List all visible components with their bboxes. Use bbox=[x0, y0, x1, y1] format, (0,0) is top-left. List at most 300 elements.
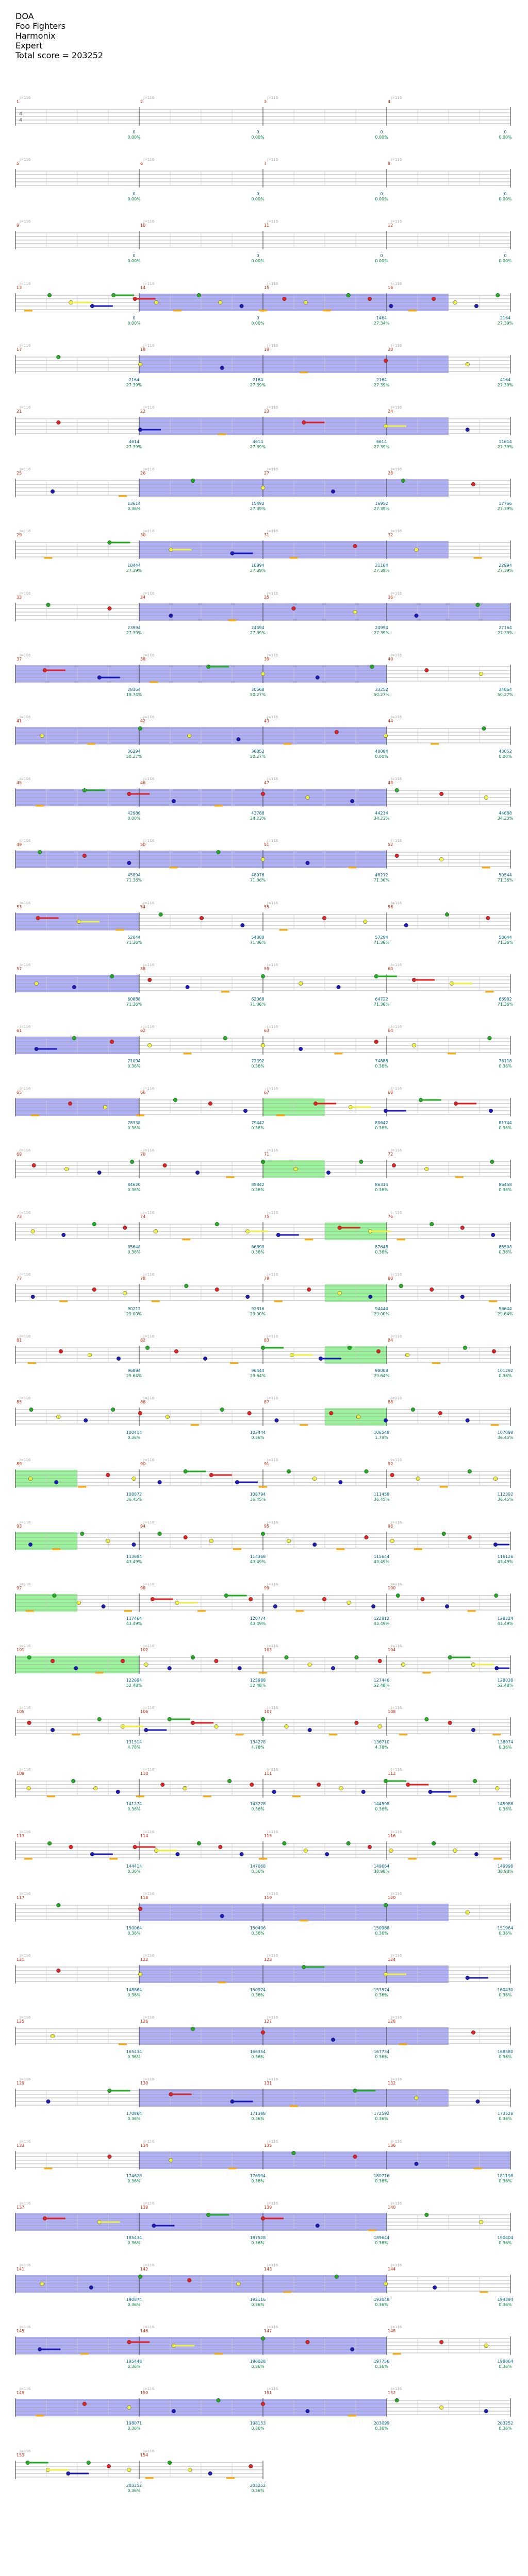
measure-percent: 34.23% bbox=[497, 816, 514, 821]
note bbox=[306, 795, 310, 800]
tempo-label: J=116 bbox=[20, 529, 31, 533]
tempo-label: J=116 bbox=[267, 2201, 278, 2206]
tempo-label: J=116 bbox=[267, 158, 278, 162]
measure-score: 153574 bbox=[373, 1988, 390, 1992]
note bbox=[496, 293, 500, 297]
measure-percent: 43.49% bbox=[250, 1560, 266, 1564]
measure-percent: 0.36% bbox=[127, 1126, 141, 1130]
note bbox=[169, 614, 173, 618]
measure-score: 138974 bbox=[497, 1740, 514, 1744]
note bbox=[187, 2278, 191, 2282]
measure-percent: 52.48% bbox=[497, 1683, 514, 1688]
note bbox=[448, 1721, 452, 1725]
note bbox=[172, 799, 176, 803]
measure-number: 143 bbox=[264, 2267, 272, 2272]
note bbox=[331, 2038, 335, 2042]
measure-number: 28 bbox=[388, 471, 393, 476]
measure-score: 0 bbox=[133, 192, 136, 196]
note bbox=[107, 2464, 111, 2468]
tempo-label: J=116 bbox=[20, 2077, 31, 2081]
note bbox=[186, 985, 190, 989]
note bbox=[416, 1477, 420, 1481]
note bbox=[51, 489, 55, 494]
note bbox=[173, 1098, 177, 1102]
measure-score: 125988 bbox=[250, 1678, 266, 1683]
measure-number: 89 bbox=[16, 1462, 22, 1466]
measure-percent: 0.36% bbox=[251, 1435, 265, 1440]
note bbox=[172, 2409, 176, 2413]
note bbox=[401, 479, 405, 483]
measure-score: 0 bbox=[504, 253, 507, 258]
measure-percent: 27.39% bbox=[126, 631, 142, 635]
measure-score: 38852 bbox=[251, 749, 265, 754]
measure-score: 149664 bbox=[373, 1864, 390, 1869]
measure-score: 98008 bbox=[375, 1368, 388, 1373]
note bbox=[384, 2282, 388, 2286]
measure-number: 16 bbox=[388, 285, 393, 290]
measure-number: 113 bbox=[16, 1834, 25, 1838]
measure-number: 101 bbox=[16, 1648, 25, 1652]
measure-number: 134 bbox=[140, 2143, 148, 2148]
note bbox=[87, 2461, 91, 2465]
note bbox=[220, 1408, 224, 1412]
measure-number: 61 bbox=[16, 1028, 22, 1033]
measure-percent: 27.39% bbox=[373, 383, 390, 387]
tempo-label: J=116 bbox=[20, 2140, 31, 2144]
measure-percent: 0.36% bbox=[499, 1250, 512, 1255]
measure-percent: 0.36% bbox=[251, 1931, 265, 1936]
time-signature-top: 4 bbox=[19, 111, 23, 117]
measure-score: 101292 bbox=[497, 1368, 514, 1373]
measure-percent: 1.79% bbox=[375, 1435, 388, 1440]
note bbox=[412, 1043, 416, 1047]
measure-score: 172592 bbox=[373, 2111, 390, 2116]
measure-number: 75 bbox=[264, 1214, 270, 1219]
measure-score: 113694 bbox=[126, 1554, 142, 1559]
note bbox=[285, 1724, 289, 1728]
measure-percent: 38.98% bbox=[373, 1869, 390, 1874]
note bbox=[335, 730, 339, 734]
measure-number: 53 bbox=[16, 905, 22, 909]
tempo-label: J=116 bbox=[391, 219, 402, 224]
note bbox=[453, 300, 457, 304]
note bbox=[411, 1408, 415, 1412]
measure-percent: 36.45% bbox=[250, 1497, 266, 1502]
measure-score: 22994 bbox=[499, 563, 512, 568]
measure-number: 154 bbox=[140, 2453, 148, 2458]
tempo-label: J=116 bbox=[391, 1830, 402, 1834]
song-charter: Harmonix bbox=[15, 31, 56, 41]
measure-number: 59 bbox=[264, 967, 270, 971]
tempo-label: J=116 bbox=[20, 777, 31, 781]
measure-score: 198064 bbox=[497, 2359, 514, 2364]
note bbox=[370, 665, 374, 669]
tempo-label: J=116 bbox=[267, 777, 278, 781]
measure-percent: 50.27% bbox=[126, 754, 142, 759]
note bbox=[53, 1594, 57, 1598]
measure-percent: 0.36% bbox=[499, 1374, 512, 1378]
note bbox=[145, 1346, 150, 1350]
note bbox=[374, 1040, 378, 1044]
measure-number: 127 bbox=[264, 2019, 272, 2024]
note bbox=[191, 479, 195, 483]
note bbox=[415, 614, 419, 618]
tempo-label: J=116 bbox=[20, 405, 31, 410]
note bbox=[169, 2158, 173, 2162]
measure-score: 145988 bbox=[497, 1802, 514, 1806]
measure-score: 21164 bbox=[375, 563, 388, 568]
note bbox=[57, 355, 61, 359]
note bbox=[348, 1346, 352, 1350]
note bbox=[272, 1790, 276, 1794]
measure-number: 1 bbox=[16, 99, 20, 104]
note bbox=[71, 1779, 75, 1783]
measure-number: 107 bbox=[264, 1709, 272, 1714]
chart-row bbox=[15, 2089, 510, 2107]
measure-score: 128038 bbox=[497, 1678, 514, 1683]
tempo-label: J=116 bbox=[267, 96, 278, 100]
tempo-label: J=116 bbox=[20, 1211, 31, 1215]
note bbox=[494, 1594, 498, 1598]
note bbox=[138, 362, 142, 366]
measure-number: 3 bbox=[264, 99, 267, 104]
measure-number: 54 bbox=[140, 905, 146, 909]
measure-percent: 0.36% bbox=[375, 1931, 388, 1936]
measure-percent: 0.36% bbox=[499, 1126, 512, 1130]
measure-percent: 43.49% bbox=[497, 1621, 514, 1626]
measure-score: 15492 bbox=[251, 501, 265, 506]
tempo-label: J=116 bbox=[391, 2325, 402, 2329]
note bbox=[158, 1532, 162, 1536]
note bbox=[51, 1659, 55, 1663]
measure-score: 94444 bbox=[375, 1307, 388, 1311]
note bbox=[197, 1841, 201, 1845]
measure-percent: 0.00% bbox=[375, 197, 388, 201]
note bbox=[384, 734, 388, 738]
measure-number: 42 bbox=[140, 719, 146, 723]
measure-number: 105 bbox=[16, 1709, 25, 1714]
note bbox=[304, 300, 308, 304]
note bbox=[217, 850, 221, 854]
measure-number: 84 bbox=[388, 1338, 393, 1343]
measure-percent: 27.39% bbox=[250, 445, 266, 449]
measure-number: 17 bbox=[16, 347, 22, 352]
note bbox=[356, 1415, 360, 1419]
measure-score: 150968 bbox=[373, 1926, 390, 1930]
measure-number: 136 bbox=[388, 2143, 396, 2148]
measure-score: 136710 bbox=[373, 1740, 390, 1744]
note bbox=[28, 1543, 32, 1547]
measure-percent: 0.36% bbox=[251, 1807, 265, 1811]
note bbox=[339, 1786, 343, 1790]
note bbox=[220, 366, 224, 370]
chart-row bbox=[15, 726, 510, 745]
note bbox=[132, 1477, 136, 1481]
tempo-label: J=116 bbox=[20, 901, 31, 905]
note bbox=[127, 861, 131, 865]
measure-number: 142 bbox=[140, 2267, 148, 2272]
tempo-label: J=116 bbox=[267, 1458, 278, 1462]
note bbox=[261, 1717, 265, 1721]
note bbox=[339, 1480, 343, 1484]
measure-number: 151 bbox=[264, 2391, 272, 2395]
measure-percent: 71.36% bbox=[250, 1002, 266, 1007]
tempo-label: J=116 bbox=[20, 839, 31, 843]
note bbox=[27, 1786, 31, 1790]
measure-score: 11614 bbox=[499, 439, 512, 444]
note bbox=[439, 857, 443, 861]
tempo-label: J=116 bbox=[267, 1582, 278, 1586]
measure-score: 185434 bbox=[126, 2235, 142, 2240]
measure-number: 8 bbox=[388, 161, 391, 166]
measure-percent: 0.00% bbox=[499, 135, 512, 140]
tempo-label: J=116 bbox=[20, 344, 31, 348]
note bbox=[474, 1852, 478, 1856]
tempo-label: J=116 bbox=[391, 2015, 402, 2020]
note bbox=[47, 293, 52, 297]
note bbox=[57, 1969, 61, 1973]
note bbox=[493, 1477, 498, 1481]
tempo-label: J=116 bbox=[20, 158, 31, 162]
measure-number: 12 bbox=[388, 223, 393, 228]
tempo-label: J=116 bbox=[391, 2077, 402, 2081]
measure-percent: 29.64% bbox=[250, 1374, 266, 1378]
note bbox=[261, 857, 265, 861]
measure-score: 58644 bbox=[499, 935, 512, 940]
measure-percent: 0.00% bbox=[499, 754, 512, 759]
measure-number: 50 bbox=[140, 842, 146, 847]
measure-percent: 19.74% bbox=[126, 692, 142, 697]
tempo-label: J=116 bbox=[391, 529, 402, 533]
measure-score: 203252 bbox=[497, 2421, 514, 2426]
note bbox=[191, 2027, 195, 2031]
chart-row bbox=[15, 1346, 510, 1364]
note bbox=[484, 2409, 488, 2413]
note bbox=[261, 2030, 265, 2035]
measure-score: 173528 bbox=[497, 2111, 514, 2116]
measure-percent: 0.36% bbox=[127, 1993, 141, 1997]
note bbox=[57, 1903, 61, 1907]
note bbox=[329, 1411, 333, 1415]
measure-number: 122 bbox=[140, 1957, 148, 1962]
note bbox=[29, 1408, 34, 1412]
note bbox=[223, 1036, 227, 1040]
measure-score: 203252 bbox=[250, 2483, 266, 2488]
measure-percent: 27.39% bbox=[250, 383, 266, 387]
note bbox=[84, 1418, 88, 1422]
measure-number: 92 bbox=[388, 1462, 393, 1466]
note bbox=[40, 2282, 44, 2286]
note bbox=[237, 737, 241, 741]
measure-number: 139 bbox=[264, 2205, 272, 2210]
measure-score: 112392 bbox=[497, 1492, 514, 1497]
measure-score: 85842 bbox=[251, 1182, 265, 1187]
measure-score: 167734 bbox=[373, 2049, 390, 2054]
measure-number: 132 bbox=[388, 2081, 396, 2086]
note bbox=[306, 861, 310, 865]
tempo-label: J=116 bbox=[143, 158, 155, 162]
measure-score: 171388 bbox=[250, 2111, 266, 2116]
chart-row bbox=[15, 169, 510, 188]
measure-number: 74 bbox=[140, 1214, 146, 1219]
measure-percent: 27.39% bbox=[250, 568, 266, 573]
chart-row bbox=[15, 1594, 510, 1612]
measure-percent: 0.36% bbox=[251, 1869, 265, 1874]
note bbox=[368, 1295, 372, 1299]
note bbox=[261, 486, 265, 490]
measure-score: 170864 bbox=[126, 2111, 142, 2116]
tempo-label: J=116 bbox=[391, 1334, 402, 1338]
chart-row bbox=[15, 1841, 510, 1860]
chart-row bbox=[15, 479, 510, 497]
note bbox=[273, 1604, 277, 1608]
note bbox=[106, 1539, 110, 1543]
measure-score: 0 bbox=[504, 130, 507, 134]
note bbox=[174, 1349, 178, 1353]
note bbox=[191, 1655, 195, 1659]
measure-number: 40 bbox=[388, 657, 393, 662]
tempo-label: J=116 bbox=[143, 282, 155, 286]
note bbox=[433, 2285, 437, 2290]
measure-score: 203252 bbox=[126, 2483, 142, 2488]
tempo-label: J=116 bbox=[143, 1211, 155, 1215]
tempo-label: J=116 bbox=[391, 901, 402, 905]
note bbox=[261, 1160, 265, 1164]
measure-number: 133 bbox=[16, 2143, 25, 2148]
measure-score: 166354 bbox=[250, 2049, 266, 2054]
note bbox=[390, 1473, 394, 1477]
tempo-label: J=116 bbox=[391, 1273, 402, 1277]
measure-score: 181198 bbox=[497, 2174, 514, 2178]
measure-percent: 0.36% bbox=[499, 2179, 512, 2183]
measure-score: 74888 bbox=[375, 1059, 388, 1063]
measure-score: 190874 bbox=[126, 2297, 142, 2302]
measure-number: 14 bbox=[140, 285, 146, 290]
tempo-label: J=116 bbox=[391, 1582, 402, 1586]
chart-row bbox=[15, 665, 510, 683]
tempo-label: J=116 bbox=[143, 1582, 155, 1586]
measure-percent: 0.36% bbox=[127, 1435, 141, 1440]
measure-percent: 43.49% bbox=[250, 1621, 266, 1626]
measure-percent: 36.45% bbox=[497, 1497, 514, 1502]
note bbox=[299, 981, 303, 986]
note bbox=[123, 1291, 127, 1295]
measure-score: 111458 bbox=[373, 1492, 390, 1497]
note bbox=[108, 2155, 112, 2159]
measure-percent: 0.36% bbox=[251, 2488, 265, 2493]
measure-number: 147 bbox=[264, 2329, 272, 2333]
tempo-label: J=116 bbox=[143, 2387, 155, 2391]
measure-number: 152 bbox=[388, 2391, 396, 2395]
note bbox=[283, 297, 287, 301]
measure-score: 18994 bbox=[251, 563, 265, 568]
measure-number: 2 bbox=[140, 99, 143, 104]
measure-percent: 0.36% bbox=[127, 506, 141, 511]
measure-number: 146 bbox=[140, 2329, 148, 2333]
measure-percent: 0.36% bbox=[251, 2055, 265, 2059]
note bbox=[395, 2398, 399, 2402]
measure-number: 141 bbox=[16, 2267, 25, 2272]
measure-number: 135 bbox=[264, 2143, 272, 2148]
measure-number: 97 bbox=[16, 1586, 22, 1590]
measure-score: 44214 bbox=[375, 811, 388, 816]
note bbox=[331, 1666, 335, 1670]
measure-score: 165434 bbox=[126, 2049, 142, 2054]
tempo-label: J=116 bbox=[267, 1954, 278, 1958]
measure-score: 0 bbox=[380, 192, 383, 196]
note bbox=[97, 1717, 102, 1721]
tempo-label: J=116 bbox=[143, 777, 155, 781]
note bbox=[46, 2099, 51, 2104]
measure-percent: 0.36% bbox=[375, 2055, 388, 2059]
measure-percent: 71.36% bbox=[497, 940, 514, 945]
measure-percent: 27.39% bbox=[250, 631, 266, 635]
measure-percent: 27.39% bbox=[497, 506, 514, 511]
note bbox=[209, 1539, 213, 1543]
measure-number: 98 bbox=[140, 1586, 146, 1590]
measure-percent: 27.39% bbox=[497, 568, 514, 573]
note bbox=[442, 1532, 446, 1536]
tempo-label: J=116 bbox=[267, 1892, 278, 1896]
note bbox=[54, 1480, 58, 1484]
tempo-label: J=116 bbox=[143, 1892, 155, 1896]
note bbox=[261, 974, 265, 978]
tempo-label: J=116 bbox=[20, 963, 31, 967]
chart-row bbox=[15, 2151, 510, 2170]
measure-number: 149 bbox=[16, 2391, 25, 2395]
tempo-label: J=116 bbox=[267, 839, 278, 843]
note bbox=[97, 1171, 102, 1175]
note bbox=[371, 1604, 375, 1608]
measure-number: 81 bbox=[16, 1338, 22, 1343]
note bbox=[474, 304, 478, 308]
note bbox=[203, 1357, 207, 1361]
note bbox=[368, 297, 372, 301]
measure-number: 76 bbox=[388, 1214, 393, 1219]
measure-score: 0 bbox=[133, 130, 136, 134]
measure-number: 48 bbox=[388, 781, 393, 785]
measure-score: 0 bbox=[504, 192, 507, 196]
note bbox=[61, 1233, 65, 1237]
measure-score: 195448 bbox=[126, 2359, 142, 2364]
tempo-label: J=116 bbox=[143, 529, 155, 533]
tempo-label: J=116 bbox=[143, 344, 155, 348]
note bbox=[316, 2224, 320, 2228]
measure-percent: 0.00% bbox=[127, 816, 141, 821]
measure-score: 48076 bbox=[251, 873, 265, 877]
tempo-label: J=116 bbox=[267, 467, 278, 471]
measure-score: 84620 bbox=[127, 1182, 141, 1187]
measure-number: 104 bbox=[388, 1648, 396, 1652]
note bbox=[335, 2275, 339, 2279]
measure-number: 99 bbox=[264, 1586, 270, 1590]
tempo-label: J=116 bbox=[143, 839, 155, 843]
measure-score: 45894 bbox=[127, 873, 141, 877]
note bbox=[287, 1469, 291, 1473]
note bbox=[163, 1163, 167, 1167]
note bbox=[484, 795, 488, 800]
measure-number: 90 bbox=[140, 1462, 146, 1466]
measure-score: 203099 bbox=[373, 2421, 390, 2426]
measure-number: 39 bbox=[264, 657, 270, 662]
chart-row bbox=[15, 2275, 510, 2293]
note bbox=[121, 1659, 125, 1663]
note bbox=[471, 482, 475, 486]
note bbox=[110, 974, 114, 978]
note bbox=[240, 304, 244, 308]
total-score: Total score = 203252 bbox=[15, 50, 104, 60]
note bbox=[322, 1597, 326, 1601]
